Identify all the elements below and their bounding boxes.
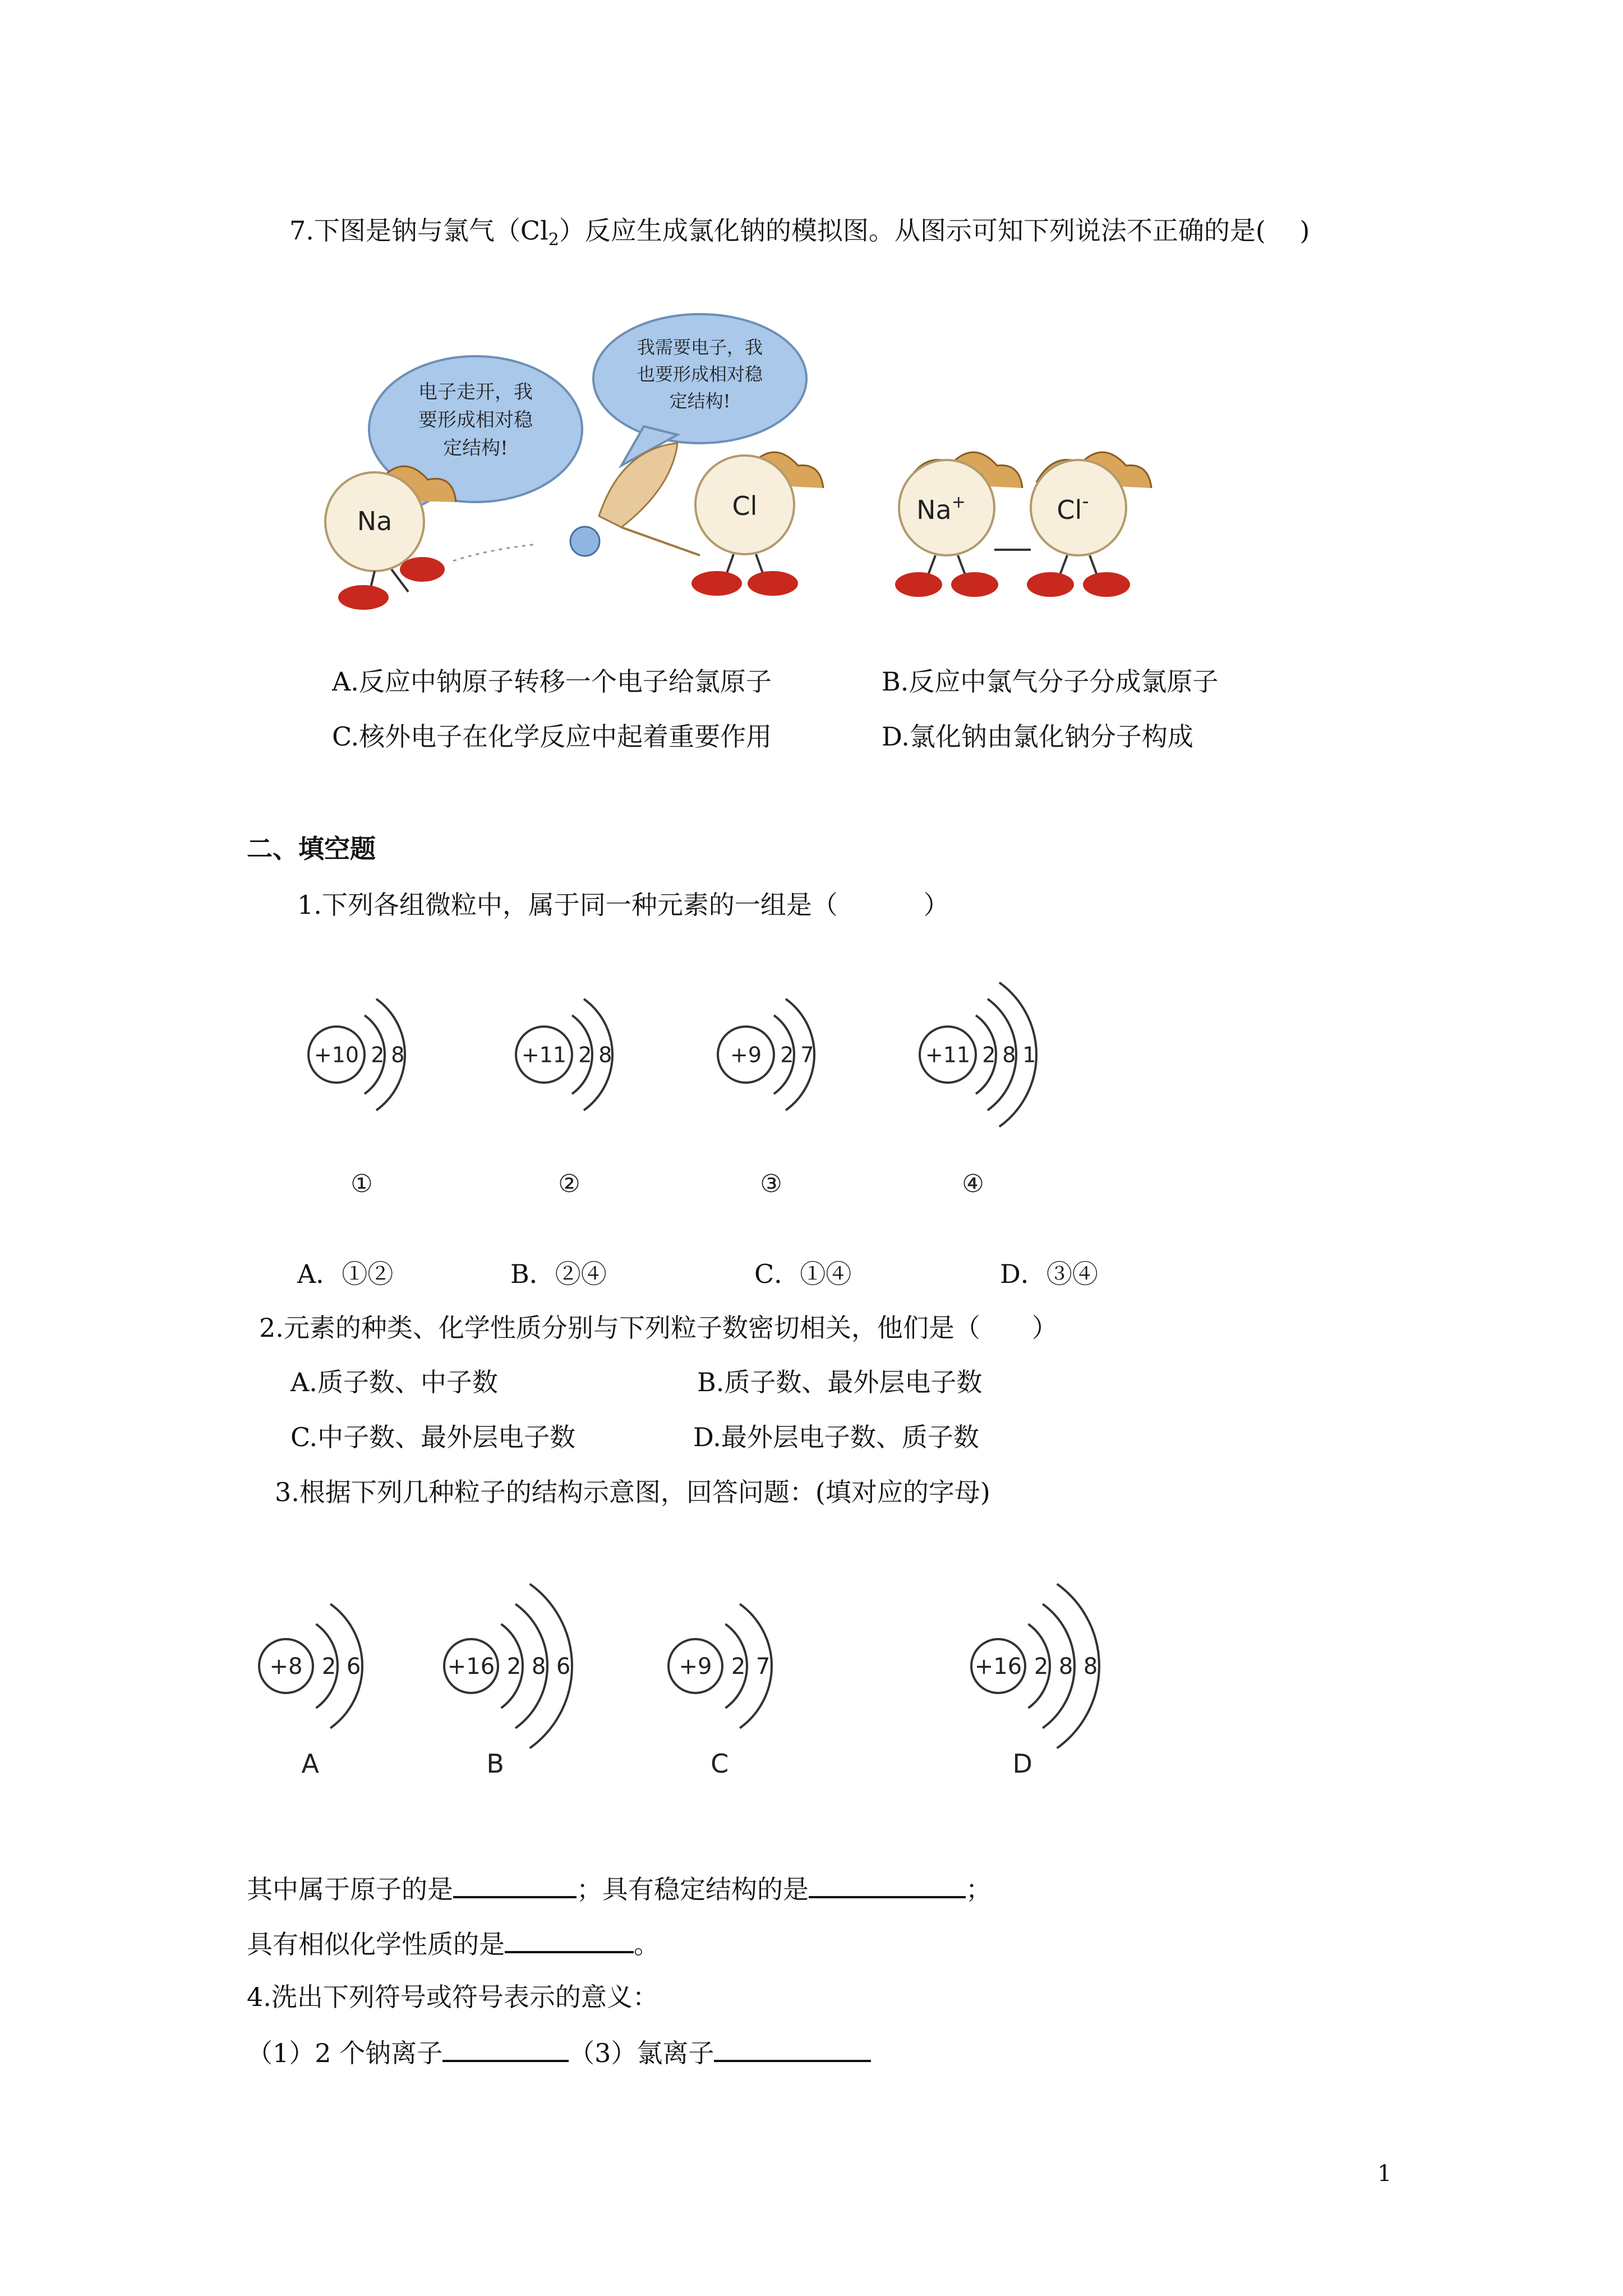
f4-items: （1）2 个钠离子 （3）氯离子: [247, 2039, 871, 2066]
f1-option-d: D．③④: [1000, 1259, 1098, 1289]
particle-label: A: [301, 1749, 319, 1779]
f3-stem: 3.根据下列几种粒子的结构示意图，回答问题：(填对应的字母): [275, 1477, 990, 1507]
shell-electron-count: 1: [1022, 1042, 1036, 1068]
bubble1-line2: 要形成相对稳: [418, 409, 533, 431]
shell-electron-count: 2: [1034, 1654, 1049, 1680]
bubble2-line2: 也要形成相对稳: [637, 364, 763, 385]
f1-particle-1: [308, 999, 405, 1198]
q7-option-a: A.反应中钠原子转移一个电子给氯原子: [332, 666, 772, 697]
na-label: Na: [357, 506, 393, 536]
f2-option-c: C.中子数、最外层电子数: [291, 1422, 576, 1452]
bubble1-line1: 电子走开，我: [418, 381, 533, 403]
f3-line2: 具有相似化学性质的是 。: [247, 1929, 660, 1959]
similar-answer-blank[interactable]: [505, 1930, 634, 1953]
shell-electron-count: 7: [755, 1654, 771, 1680]
page-number: 1: [1377, 2161, 1392, 2187]
shell-electron-count: 2: [780, 1042, 794, 1068]
particle-label: ②: [558, 1170, 580, 1198]
atom-answer-blank[interactable]: [453, 1875, 577, 1898]
nucleus-charge: +9: [730, 1042, 762, 1068]
chloride-ion-blank[interactable]: [714, 2039, 871, 2062]
particle-label: B: [486, 1749, 504, 1779]
shell-electron-count: 2: [578, 1042, 592, 1068]
shell-electron-count: 8: [391, 1042, 405, 1068]
f3-particle-1: [259, 1604, 362, 1779]
f1-option-a: A．①②: [297, 1259, 394, 1289]
shell-electron-count: 8: [1083, 1654, 1098, 1680]
sodium-ions-blank[interactable]: [442, 2039, 569, 2062]
f1-particle-4: [920, 982, 1036, 1198]
cl-label: Cl: [732, 491, 758, 521]
shell-electron-count: 2: [321, 1654, 336, 1680]
nucleus-charge: +16: [974, 1654, 1022, 1680]
shell-electron-count: 6: [346, 1654, 361, 1680]
f2-option-b: B.质子数、最外层电子数: [697, 1367, 983, 1397]
shell-electron-count: 8: [1002, 1042, 1016, 1068]
particle-label: C: [711, 1749, 729, 1779]
stable-answer-blank[interactable]: [809, 1875, 966, 1898]
shell-electron-count: 8: [1058, 1654, 1073, 1680]
f3-particle-4: [971, 1584, 1099, 1779]
nucleus-charge: +16: [447, 1654, 495, 1680]
nucleus-charge: +8: [269, 1654, 303, 1680]
f1-particle-2: [516, 999, 612, 1198]
f2-stem: 2.元素的种类、化学性质分别与下列粒子数密切相关，他们是（ ）: [259, 1313, 1058, 1343]
f3-particle-3: [668, 1604, 772, 1779]
shell-electron-count: 8: [598, 1042, 612, 1068]
f1-particle-3: [718, 999, 814, 1198]
shell-electron-count: 8: [531, 1654, 546, 1680]
shell-electron-count: 6: [556, 1654, 571, 1680]
shell-electron-count: 2: [731, 1654, 746, 1680]
particle-label: ④: [962, 1170, 984, 1198]
particle-label: ③: [760, 1170, 782, 1198]
f1-stem: 1.下列各组微粒中，属于同一种元素的一组是（ ）: [297, 890, 949, 920]
shell-electron-count: 2: [371, 1042, 385, 1068]
f3-particle-2: [444, 1584, 572, 1779]
f3-particle-diagrams: [247, 1571, 1200, 1806]
f3-line1: 其中属于原子的是 ；具有稳定结构的是 ；: [247, 1874, 992, 1904]
f1-particle-diagrams: [292, 999, 1077, 1234]
nucleus-charge: +9: [679, 1654, 712, 1680]
f2-option-a: A.质子数、中子数: [291, 1367, 498, 1397]
particle-label: ①: [351, 1170, 373, 1198]
f1-option-c: C．①④: [754, 1259, 852, 1289]
q7-option-d: D.氯化钠由氯化钠分子构成: [882, 721, 1193, 752]
q7-option-b: B.反应中氯气分子分成氯原子: [882, 666, 1219, 697]
section-title: 二、填空题: [247, 834, 376, 864]
shell-electron-count: 7: [800, 1042, 814, 1068]
nucleus-charge: +11: [925, 1042, 971, 1068]
q7-stem: 7.下图是钠与氯气$(Cl_2)$反应生成氯化钠的模拟图。从图示可知下列说法不正确的是( ): [289, 215, 1310, 250]
cl-ion-label: Cl-: [1057, 490, 1089, 525]
f4-stem: 4.洗出下列符号或符号表示的意义：: [247, 1982, 658, 2012]
f1-option-b: B．②④: [510, 1259, 607, 1289]
nucleus-charge: +10: [313, 1042, 359, 1068]
bubble2-line3: 定结构!: [669, 390, 731, 412]
sodium-chlorine-cartoon: [307, 314, 1171, 628]
bubble2-line1: 我需要电子，我: [637, 337, 763, 358]
q7-option-c: C.核外电子在化学反应中起着重要作用: [332, 721, 772, 752]
particle-label: D: [1012, 1749, 1032, 1779]
na-ion-label: Na+: [916, 493, 966, 525]
shell-electron-count: 2: [982, 1042, 996, 1068]
f2-option-d: D.最外层电子数、质子数: [693, 1422, 979, 1452]
nucleus-charge: +11: [521, 1042, 567, 1068]
shell-electron-count: 2: [506, 1654, 522, 1680]
bubble1-line3: 定结构!: [443, 437, 508, 459]
